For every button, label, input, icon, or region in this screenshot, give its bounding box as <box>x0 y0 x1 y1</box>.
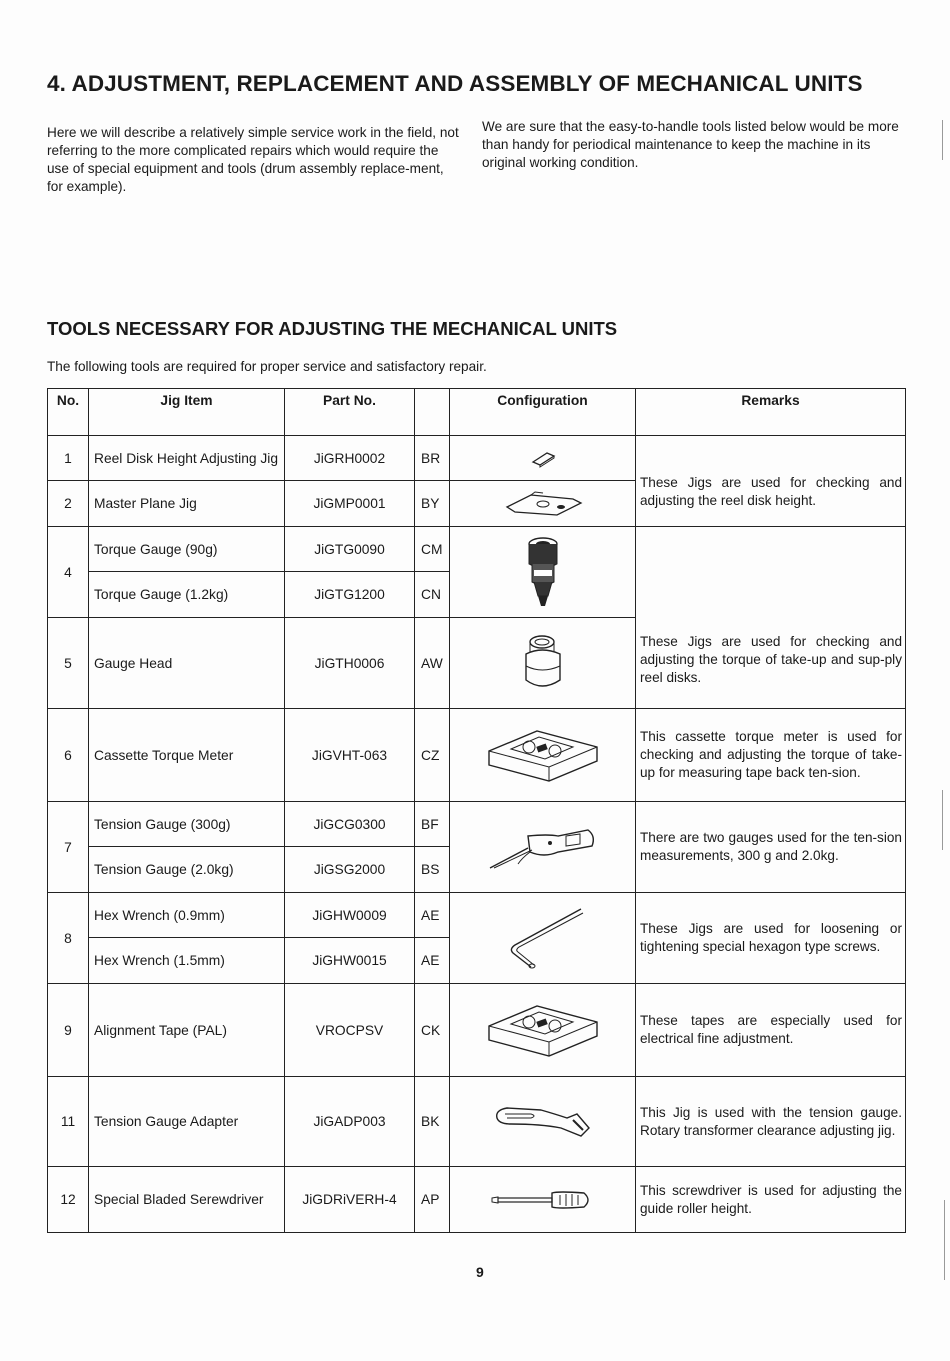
cell-configuration <box>450 984 636 1077</box>
cell-part: JiGTG0090 <box>285 527 415 572</box>
screwdriver-icon <box>488 1189 598 1211</box>
table-row <box>48 802 906 847</box>
cell-no: 5 <box>48 618 89 709</box>
cell-no: 8 <box>48 893 89 984</box>
alignment-tape-icon <box>485 1002 601 1058</box>
cell-configuration <box>450 802 636 893</box>
cell-code: AE <box>415 938 450 984</box>
cell-item: Master Plane Jig <box>89 481 285 527</box>
table-row <box>48 984 906 1077</box>
tools-table <box>47 388 906 1233</box>
cell-remarks: These Jigs are used for loosening or tightening special hexagon type screws. <box>636 893 906 984</box>
cell-item: Tension Gauge (300g) <box>89 802 285 847</box>
cell-no: 2 <box>48 481 89 527</box>
cell-no: 12 <box>48 1167 89 1233</box>
table-row <box>48 709 906 802</box>
cell-item: Tension Gauge (2.0kg) <box>89 847 285 893</box>
table-row <box>48 527 906 572</box>
cell-remarks: This cassette torque meter is used for checking and adjusting the torque of take-up for measuring tape back ten-sion. <box>636 709 906 802</box>
section-heading: TOOLS NECESSARY FOR ADJUSTING THE MECHANICAL UNITS <box>47 318 618 339</box>
cell-part: JiGTH0006 <box>285 618 415 709</box>
table-row <box>48 1077 906 1167</box>
header-code <box>415 389 450 436</box>
cell-item: Cassette Torque Meter <box>89 709 285 802</box>
cell-no: 6 <box>48 709 89 802</box>
header-part-no: Part No. <box>285 389 415 436</box>
cell-part: JiGCG0300 <box>285 802 415 847</box>
intro-paragraph-right: We are sure that the easy-to-handle tools listed below would be more than handy for periodical maintenance to keep the machine in its original working condition. <box>482 119 899 170</box>
intro-paragraph-left: Here we will describe a relatively simple service work in the field, not referring to the more complicated repairs which would require the use of special equipment and tools (drum assembly replace-ment, for example). <box>47 125 459 194</box>
cell-item: Hex Wrench (0.9mm) <box>89 893 285 938</box>
cell-code: AE <box>415 893 450 938</box>
cell-remarks: This screwdriver is used for adjusting the guide roller height. <box>636 1167 906 1233</box>
scan-mark <box>942 790 943 850</box>
cell-code: CK <box>415 984 450 1077</box>
scan-mark <box>944 1200 945 1280</box>
scan-mark <box>942 120 943 160</box>
reel-jig-icon <box>523 447 563 469</box>
cell-item: Gauge Head <box>89 618 285 709</box>
cell-part: JiGADP003 <box>285 1077 415 1167</box>
section-intro: The following tools are required for proper service and satisfactory repair. <box>47 359 487 374</box>
table-row <box>48 893 906 938</box>
cell-code: BR <box>415 436 450 481</box>
cell-no: 1 <box>48 436 89 481</box>
cell-code: CM <box>415 527 450 572</box>
cell-part: JiGTG1200 <box>285 572 415 618</box>
cell-remarks: There are two gauges used for the ten-sion measurements, 300 g and 2.0kg. <box>636 802 906 893</box>
table-header-row <box>48 389 906 436</box>
cell-item: Hex Wrench (1.5mm) <box>89 938 285 984</box>
cell-item: Reel Disk Height Adjusting Jig <box>89 436 285 481</box>
page-number: 9 <box>476 1264 484 1280</box>
page-title: 4. ADJUSTMENT, REPLACEMENT AND ASSEMBLY OF MECHANICAL UNITS <box>47 71 863 96</box>
cell-part: JiGRH0002 <box>285 436 415 481</box>
adapter-icon <box>491 1102 595 1142</box>
cell-code: AW <box>415 618 450 709</box>
cell-no: 4 <box>48 527 89 618</box>
cell-configuration <box>450 436 636 481</box>
cell-no: 11 <box>48 1077 89 1167</box>
cell-item: Torque Gauge (90g) <box>89 527 285 572</box>
cell-remarks: This Jig is used with the tension gauge. Rotary transformer clearance adjusting jig. <box>636 1077 906 1167</box>
cell-no: 9 <box>48 984 89 1077</box>
cell-code: CN <box>415 572 450 618</box>
cell-item: Alignment Tape (PAL) <box>89 984 285 1077</box>
cell-configuration <box>450 709 636 802</box>
cell-part: JiGDRiVERH-4 <box>285 1167 415 1233</box>
cell-part: VROCPSV <box>285 984 415 1077</box>
table-row <box>48 1167 906 1233</box>
cell-code: AP <box>415 1167 450 1233</box>
cell-part: JiGMP0001 <box>285 481 415 527</box>
cassette-icon <box>485 727 601 783</box>
tension-gauge-icon <box>488 822 598 872</box>
cell-code: CZ <box>415 709 450 802</box>
cell-remarks: These tapes are especially used for electrical fine adjustment. <box>636 984 906 1077</box>
hex-wrench-icon <box>501 905 585 971</box>
cell-item: Torque Gauge (1.2kg) <box>89 572 285 618</box>
cell-part: JiGHW0015 <box>285 938 415 984</box>
header-configuration: Configuration <box>450 389 636 436</box>
cell-item: Special Bladed Serewdriver <box>89 1167 285 1233</box>
cell-configuration <box>450 481 636 527</box>
header-jig-item: Jig Item <box>89 389 285 436</box>
cell-configuration <box>450 618 636 709</box>
header-no: No. <box>48 389 89 436</box>
cell-configuration <box>450 1077 636 1167</box>
cell-no: 7 <box>48 802 89 893</box>
cell-part: JiGHW0009 <box>285 893 415 938</box>
cell-part: JiGSG2000 <box>285 847 415 893</box>
cell-configuration <box>450 1167 636 1233</box>
header-remarks: Remarks <box>636 389 906 436</box>
cell-code: BK <box>415 1077 450 1167</box>
torque-gauge-icon <box>523 534 563 610</box>
cell-remarks: These Jigs are used for checking and adjusting the reel disk height. <box>636 436 906 527</box>
cell-code: BY <box>415 481 450 527</box>
cell-remarks: These Jigs are used for checking and adjusting the torque of take-up and sup-ply reel disks. <box>636 527 906 709</box>
cell-part: JiGVHT-063 <box>285 709 415 802</box>
gauge-head-icon <box>520 632 566 694</box>
table-row <box>48 436 906 481</box>
cell-configuration <box>450 527 636 618</box>
cell-code: BS <box>415 847 450 893</box>
cell-configuration <box>450 893 636 984</box>
cell-item: Tension Gauge Adapter <box>89 1077 285 1167</box>
cell-code: BF <box>415 802 450 847</box>
master-plane-jig-icon <box>501 489 585 519</box>
